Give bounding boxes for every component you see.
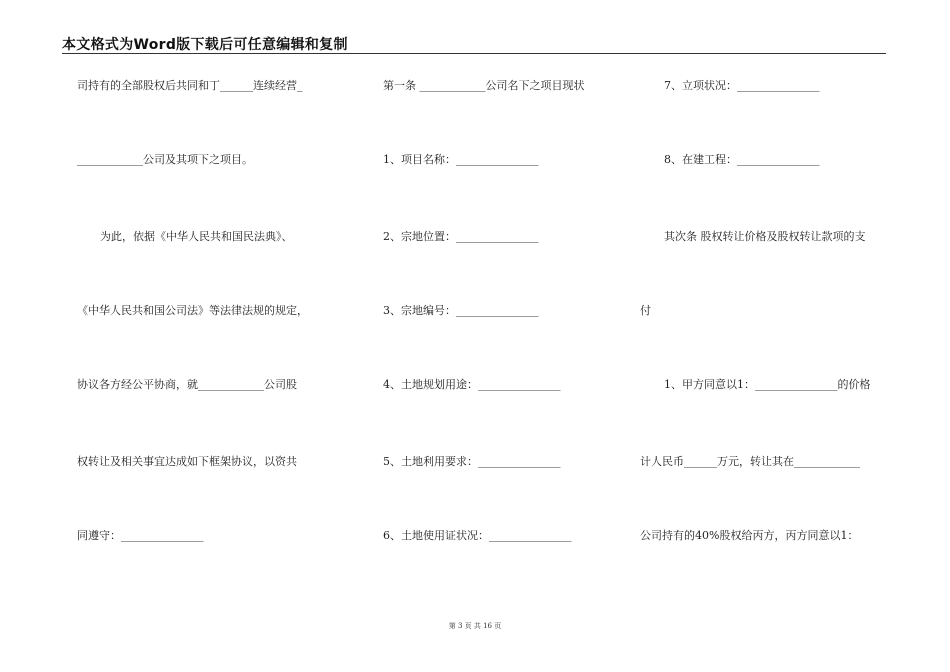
text-line: 8、在建工程：_______________: [664, 153, 820, 166]
text-line: 1、甲方同意以1：_______________的价格: [664, 378, 871, 391]
text-line: 付: [640, 304, 651, 317]
text-line: 其次条 股权转让价格及股权转让款项的支: [664, 230, 866, 243]
text-line: 同遵守：_______________: [77, 529, 204, 542]
header-divider: [62, 53, 886, 54]
text-line: 权转让及相关事宜达成如下框架协议，以资共: [77, 455, 297, 468]
text-line: 4、土地规划用途：_______________: [383, 378, 561, 391]
text-line: 协议各方经公平协商，就____________公司股: [77, 378, 297, 391]
text-line: 第一条 ____________公司名下之项目现状: [383, 79, 585, 92]
text-line: 2、宗地位置：_______________: [383, 230, 539, 243]
text-line: 公司持有的40%股权给丙方，丙方同意以1：: [640, 529, 859, 542]
text-line: 3、宗地编号：_______________: [383, 304, 539, 317]
text-line: 1、项目名称：_______________: [383, 153, 539, 166]
page-number: 第 3 页 共 16 页: [448, 622, 502, 630]
text-line: 《中华人民共和国公司法》等法律法规的规定，: [77, 304, 308, 317]
text-line: 司持有的全部股权后共同和丁______连续经营_: [77, 79, 303, 92]
text-line: 为此，依据《中华人民共和国民法典》、: [100, 230, 293, 243]
text-line: 计人民币______万元，转让其在____________: [640, 455, 860, 468]
text-line: 5、土地利用要求：_______________: [383, 455, 561, 468]
text-line: 6、土地使用证状况：_______________: [383, 529, 572, 542]
text-line: ____________公司及其项下之项目。: [77, 153, 253, 166]
text-line: 7、立项状况：_______________: [664, 79, 820, 92]
document-header-title: 本文格式为Word版下载后可任意编辑和复制: [62, 37, 348, 53]
